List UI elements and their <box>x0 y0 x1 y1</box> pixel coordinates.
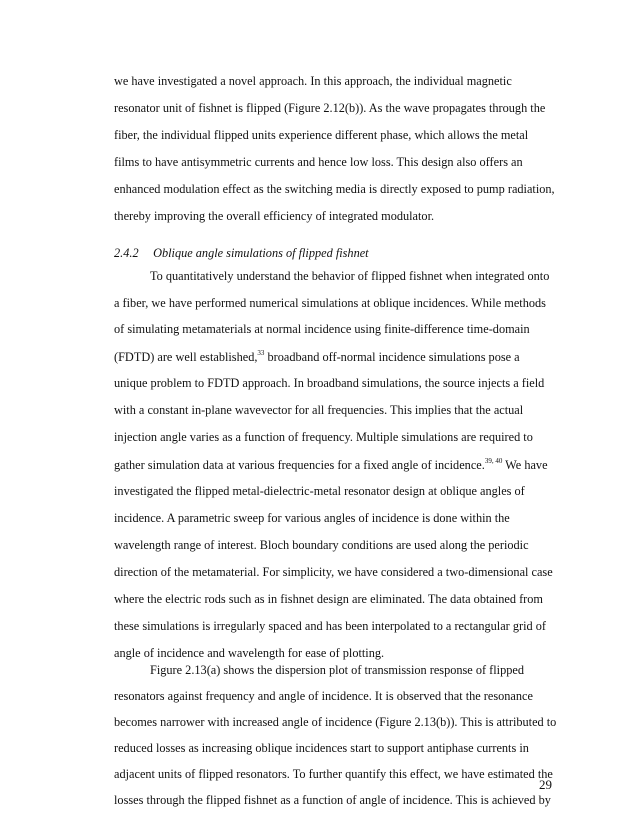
text-run: (FDTD) are well established, <box>114 350 258 364</box>
text-run: gather simulation data at various frequencies for a fixed angle of incidence. <box>114 458 485 472</box>
paragraph-line: we have investigated a novel approach. In this approach, the individual magnetic <box>114 74 512 88</box>
paragraph-line: resonators against frequency and angle of incidence. It is observed that the resonance <box>114 689 533 703</box>
section-number: 2.4.2 <box>114 246 139 260</box>
paragraph-line: films to have antisymmetric currents and hence low loss. This design also offers an <box>114 155 523 169</box>
paragraph-line: resonator unit of fishnet is flipped (Figure 2.12(b)). As the wave propagates through the <box>114 101 546 115</box>
paragraph-line: wavelength range of interest. Bloch boundary conditions are used along the periodic <box>114 538 529 552</box>
paragraph-line: adjacent units of flipped resonators. To further quantify this effect, we have estimated the <box>114 767 553 781</box>
paragraph-line <box>114 458 548 472</box>
paragraph-line: where the electric rods such as in fishnet design are eliminated. The data obtained from <box>114 592 543 606</box>
section-title: Oblique angle simulations of flipped fishnet <box>153 246 369 260</box>
paragraph-line: incidence. A parametric sweep for various angles of incidence is done within the <box>114 511 510 525</box>
paragraph-line: with a constant in-plane wavevector for all frequencies. This implies that the actual <box>114 403 524 417</box>
paragraph-line: enhanced modulation effect as the switching media is directly exposed to pump radiation, <box>114 182 555 196</box>
page-number: 29 <box>539 777 552 792</box>
paragraph-line: fiber, the individual flipped units experience different phase, which allows the metal <box>114 128 529 142</box>
paragraph-line: injection angle varies as a function of frequency. Multiple simulations are required to <box>114 430 533 444</box>
paragraph-line: these simulations is irregularly spaced and has been interpolated to a rectangular grid of <box>114 619 546 633</box>
paragraph-line: becomes narrower with increased angle of incidence (Figure 2.13(b)). This is attributed to <box>114 715 557 729</box>
paragraph-line: investigated the flipped metal-dielectric-metal resonator design at oblique angles of <box>114 484 525 498</box>
text-run: broadband off-normal incidence simulations pose a <box>264 350 520 364</box>
paragraph-line: direction of the metamaterial. For simplicity, we have considered a two-dimensional case <box>114 565 553 579</box>
paragraph-line: To quantitatively understand the behavior of flipped fishnet when integrated onto <box>150 269 550 283</box>
paragraph-line <box>114 350 520 364</box>
paragraph-line: of simulating metamaterials at normal incidence using finite-difference time-domain <box>114 322 530 336</box>
paragraph-line: losses through the flipped fishnet as a function of angle of incidence. This is achieved by <box>114 793 551 807</box>
paragraph-line: reduced losses as increasing oblique incidences start to support antiphase currents in <box>114 741 529 755</box>
paragraph-line: Figure 2.13(a) shows the dispersion plot of transmission response of flipped <box>150 663 524 677</box>
paragraph-line: angle of incidence and wavelength for ease of plotting. <box>114 646 385 660</box>
section-heading <box>114 246 369 260</box>
paragraph-line: thereby improving the overall efficiency of integrated modulator. <box>114 209 435 223</box>
paragraph-line: a fiber, we have performed numerical simulations at oblique incidences. While methods <box>114 296 546 310</box>
text-run: We have <box>502 458 548 472</box>
citation-ref: 39, 40 <box>484 457 503 465</box>
paragraph-line: unique problem to FDTD approach. In broadband simulations, the source injects a field <box>114 376 545 390</box>
citation-ref: 33 <box>257 349 265 357</box>
